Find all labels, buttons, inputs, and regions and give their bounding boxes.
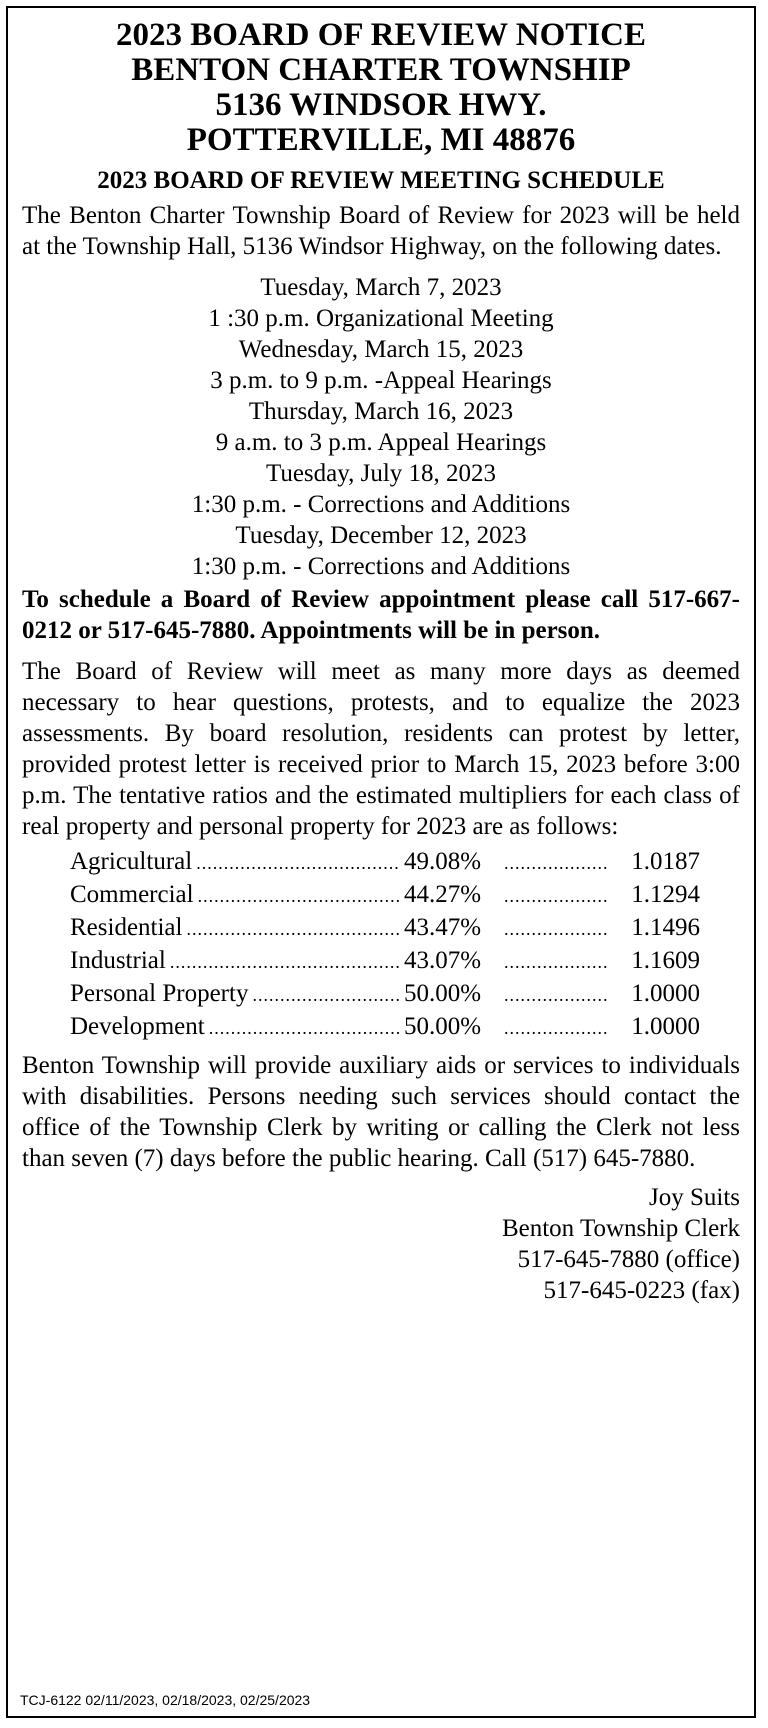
leader-dots (504, 848, 608, 879)
clerk-title: Benton Township Clerk (501, 1215, 740, 1242)
notice-title-line-3: 5136 WINDSOR HWY. (215, 87, 547, 123)
schedule-time: 1:30 p.m. - Corrections and Additions (191, 553, 571, 580)
clerk-fax: 517-645-0223 (fax) (543, 1277, 740, 1304)
ratio-class: Personal Property (70, 980, 249, 1007)
ratio-row (70, 1011, 700, 1044)
meeting-paragraph: The Board of Review will meet as many more days as deemed necessary to hear questions, protests, and to equalize the 2023 assessments. By board resolution, residents can protest by letter, provided protest letter is received prior to March 15, 2023 before 3:00 p.m. The tentative ratios and the estimated multipliers for each class of real property and personal property for 2023 are as follows: (22, 658, 740, 840)
schedule-date: Tuesday, July 18, 2023 (265, 460, 497, 487)
public-notice (6, 6, 756, 1718)
multiplier-value: 1.0187 (631, 848, 700, 875)
ratio-row (70, 846, 700, 879)
ratio-class: Agricultural (70, 848, 193, 875)
ratio-value: 49.08% (404, 848, 482, 875)
ratio-row (70, 978, 700, 1011)
leader-dots (170, 947, 400, 978)
ratio-class: Development (70, 1013, 205, 1040)
leader-dots (196, 848, 400, 879)
ratio-row (70, 912, 700, 945)
ratio-value: 43.47% (404, 914, 482, 941)
multiplier-value: 1.1609 (631, 947, 700, 974)
accessibility-paragraph: Benton Township will provide auxiliary aids or services to individuals with disabilities. Persons needing such services should contact the office of the Township Clerk by writing or calling the Clerk not less than seven (7) days before the public hearing. Call (517) 645-7880. (22, 1052, 740, 1172)
leader-dots (504, 1013, 608, 1044)
ratio-value: 44.27% (404, 881, 482, 908)
meeting-schedule (22, 272, 740, 582)
clerk-office-phone: 517-645-7880 (office) (517, 1246, 740, 1273)
ratio-value: 50.00% (404, 1013, 482, 1040)
clerk-name: Joy Suits (648, 1184, 740, 1211)
leader-dots (504, 881, 608, 912)
appointment-notice: To schedule a Board of Review appointment please call 517-667-0212 or 517-645-7880. Appointments will be in person. (22, 586, 740, 644)
notice-title-line-4: POTTERVILLE, MI 48876 (186, 122, 576, 158)
ratio-class: Industrial (70, 947, 166, 974)
leader-dots (209, 1013, 400, 1044)
multiplier-value: 1.1496 (631, 914, 700, 941)
schedule-time: 3 p.m. to 9 p.m. -Appeal Hearings (210, 367, 552, 394)
notice-title-line-2: BENTON CHARTER TOWNSHIP (131, 52, 631, 88)
ratio-class: Commercial (70, 881, 194, 908)
schedule-time: 1 :30 p.m. Organizational Meeting (208, 305, 554, 332)
schedule-date: Tuesday, December 12, 2023 (235, 522, 527, 549)
notice-title-block (22, 18, 740, 158)
leader-dots (252, 980, 400, 1011)
ratio-value: 43.07% (404, 947, 482, 974)
leader-dots (186, 914, 400, 945)
publication-code: TCJ-6122 02/11/2023, 02/18/2023, 02/25/2023 (20, 1692, 311, 1708)
ratio-row (70, 879, 700, 912)
schedule-date: Wednesday, March 15, 2023 (238, 336, 524, 363)
leader-dots (504, 980, 608, 1011)
intro-paragraph: The Benton Charter Township Board of Review for 2023 will be held at the Township Hall, 5136 Windsor Highway, on the following dates. (22, 202, 740, 260)
schedule-date: Thursday, March 16, 2023 (248, 398, 514, 425)
schedule-heading: 2023 BOARD OF REVIEW MEETING SCHEDULE (97, 167, 665, 194)
ratio-value: 50.00% (404, 980, 482, 1007)
notice-title-line-1: 2023 BOARD OF REVIEW NOTICE (116, 17, 646, 53)
multiplier-value: 1.1294 (631, 881, 700, 908)
leader-dots (504, 947, 608, 978)
ratio-class: Residential (70, 914, 183, 941)
schedule-time: 1:30 p.m. - Corrections and Additions (191, 491, 571, 518)
leader-dots (504, 914, 608, 945)
ratio-table (70, 846, 740, 1044)
multiplier-value: 1.0000 (631, 980, 700, 1007)
multiplier-value: 1.0000 (631, 1013, 700, 1040)
ratio-row (70, 945, 700, 978)
clerk-signature-block (22, 1182, 740, 1306)
leader-dots (198, 881, 400, 912)
schedule-time: 9 a.m. to 3 p.m. Appeal Hearings (215, 429, 547, 456)
schedule-date: Tuesday, March 7, 2023 (260, 274, 502, 301)
